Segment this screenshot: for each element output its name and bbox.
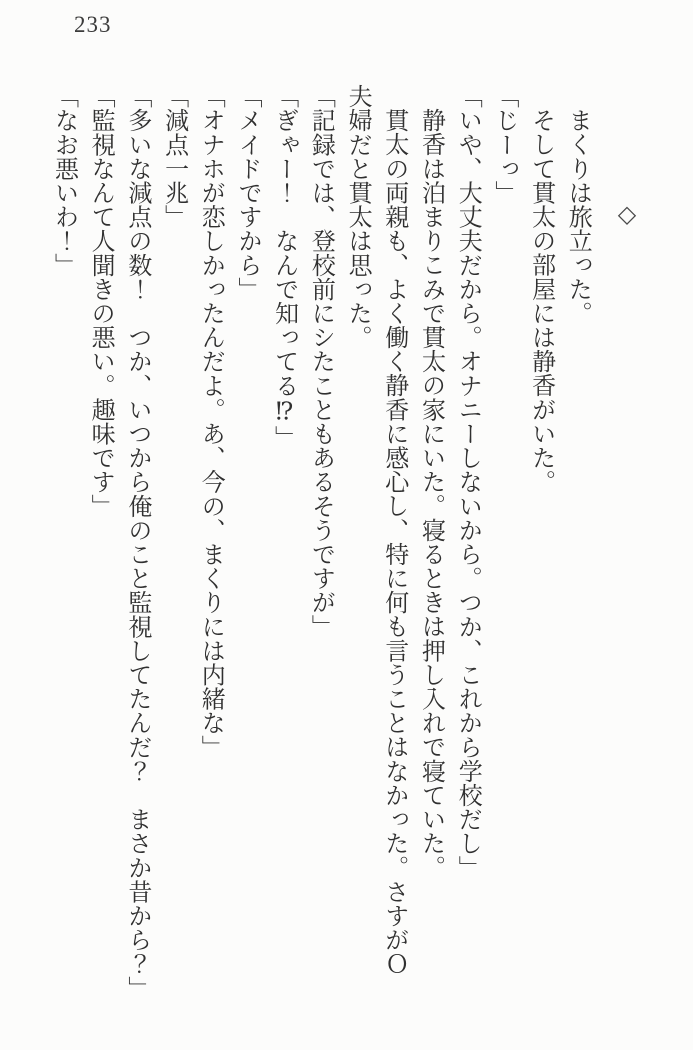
text-line: まくりは旅立った。 xyxy=(564,108,591,325)
text-line: 「オナホが恋しかったんだよ。あ、今の、まくりには内緒な」 xyxy=(197,84,224,759)
scene-break-divider: ◇ xyxy=(613,200,639,229)
text-line: そして貫太の部屋には静香がいた。 xyxy=(527,108,554,494)
page-number: 233 xyxy=(74,12,112,37)
text-line: 「じーっ」 xyxy=(490,84,517,205)
text-line: 「なお悪いわ！」 xyxy=(50,84,77,277)
text-line: 貫太の両親も、よく働く静香に感心し、特に何も言うことはなかった。さすがＯ xyxy=(380,108,407,976)
text-line: 「減点一兆」 xyxy=(160,84,187,229)
text-line: 夫婦だと貫太は思った。 xyxy=(344,84,371,350)
text-line: 「ぎゃー！ なんで知ってる⁉」 xyxy=(270,84,297,450)
text-line: 静香は泊まりこみで貫太の家にいた。寝るときは押し入れで寝ていた。 xyxy=(417,108,444,880)
text-line: 「メイドですから」 xyxy=(233,84,260,301)
text-line: 「いや、大丈夫だから。オナニーしないから。つか、これから学校だし」 xyxy=(454,84,481,880)
text-block xyxy=(45,84,644,1002)
text-line: 「記録では、登校前にシたこともあるそうですが」 xyxy=(307,84,334,639)
text-line: 「多いな減点の数！ つか、いつから俺のこと監視してたんだ？ まさか昔から？」 xyxy=(123,84,150,1000)
text-line: 「監視なんて人聞きの悪い。趣味です」 xyxy=(87,84,114,518)
